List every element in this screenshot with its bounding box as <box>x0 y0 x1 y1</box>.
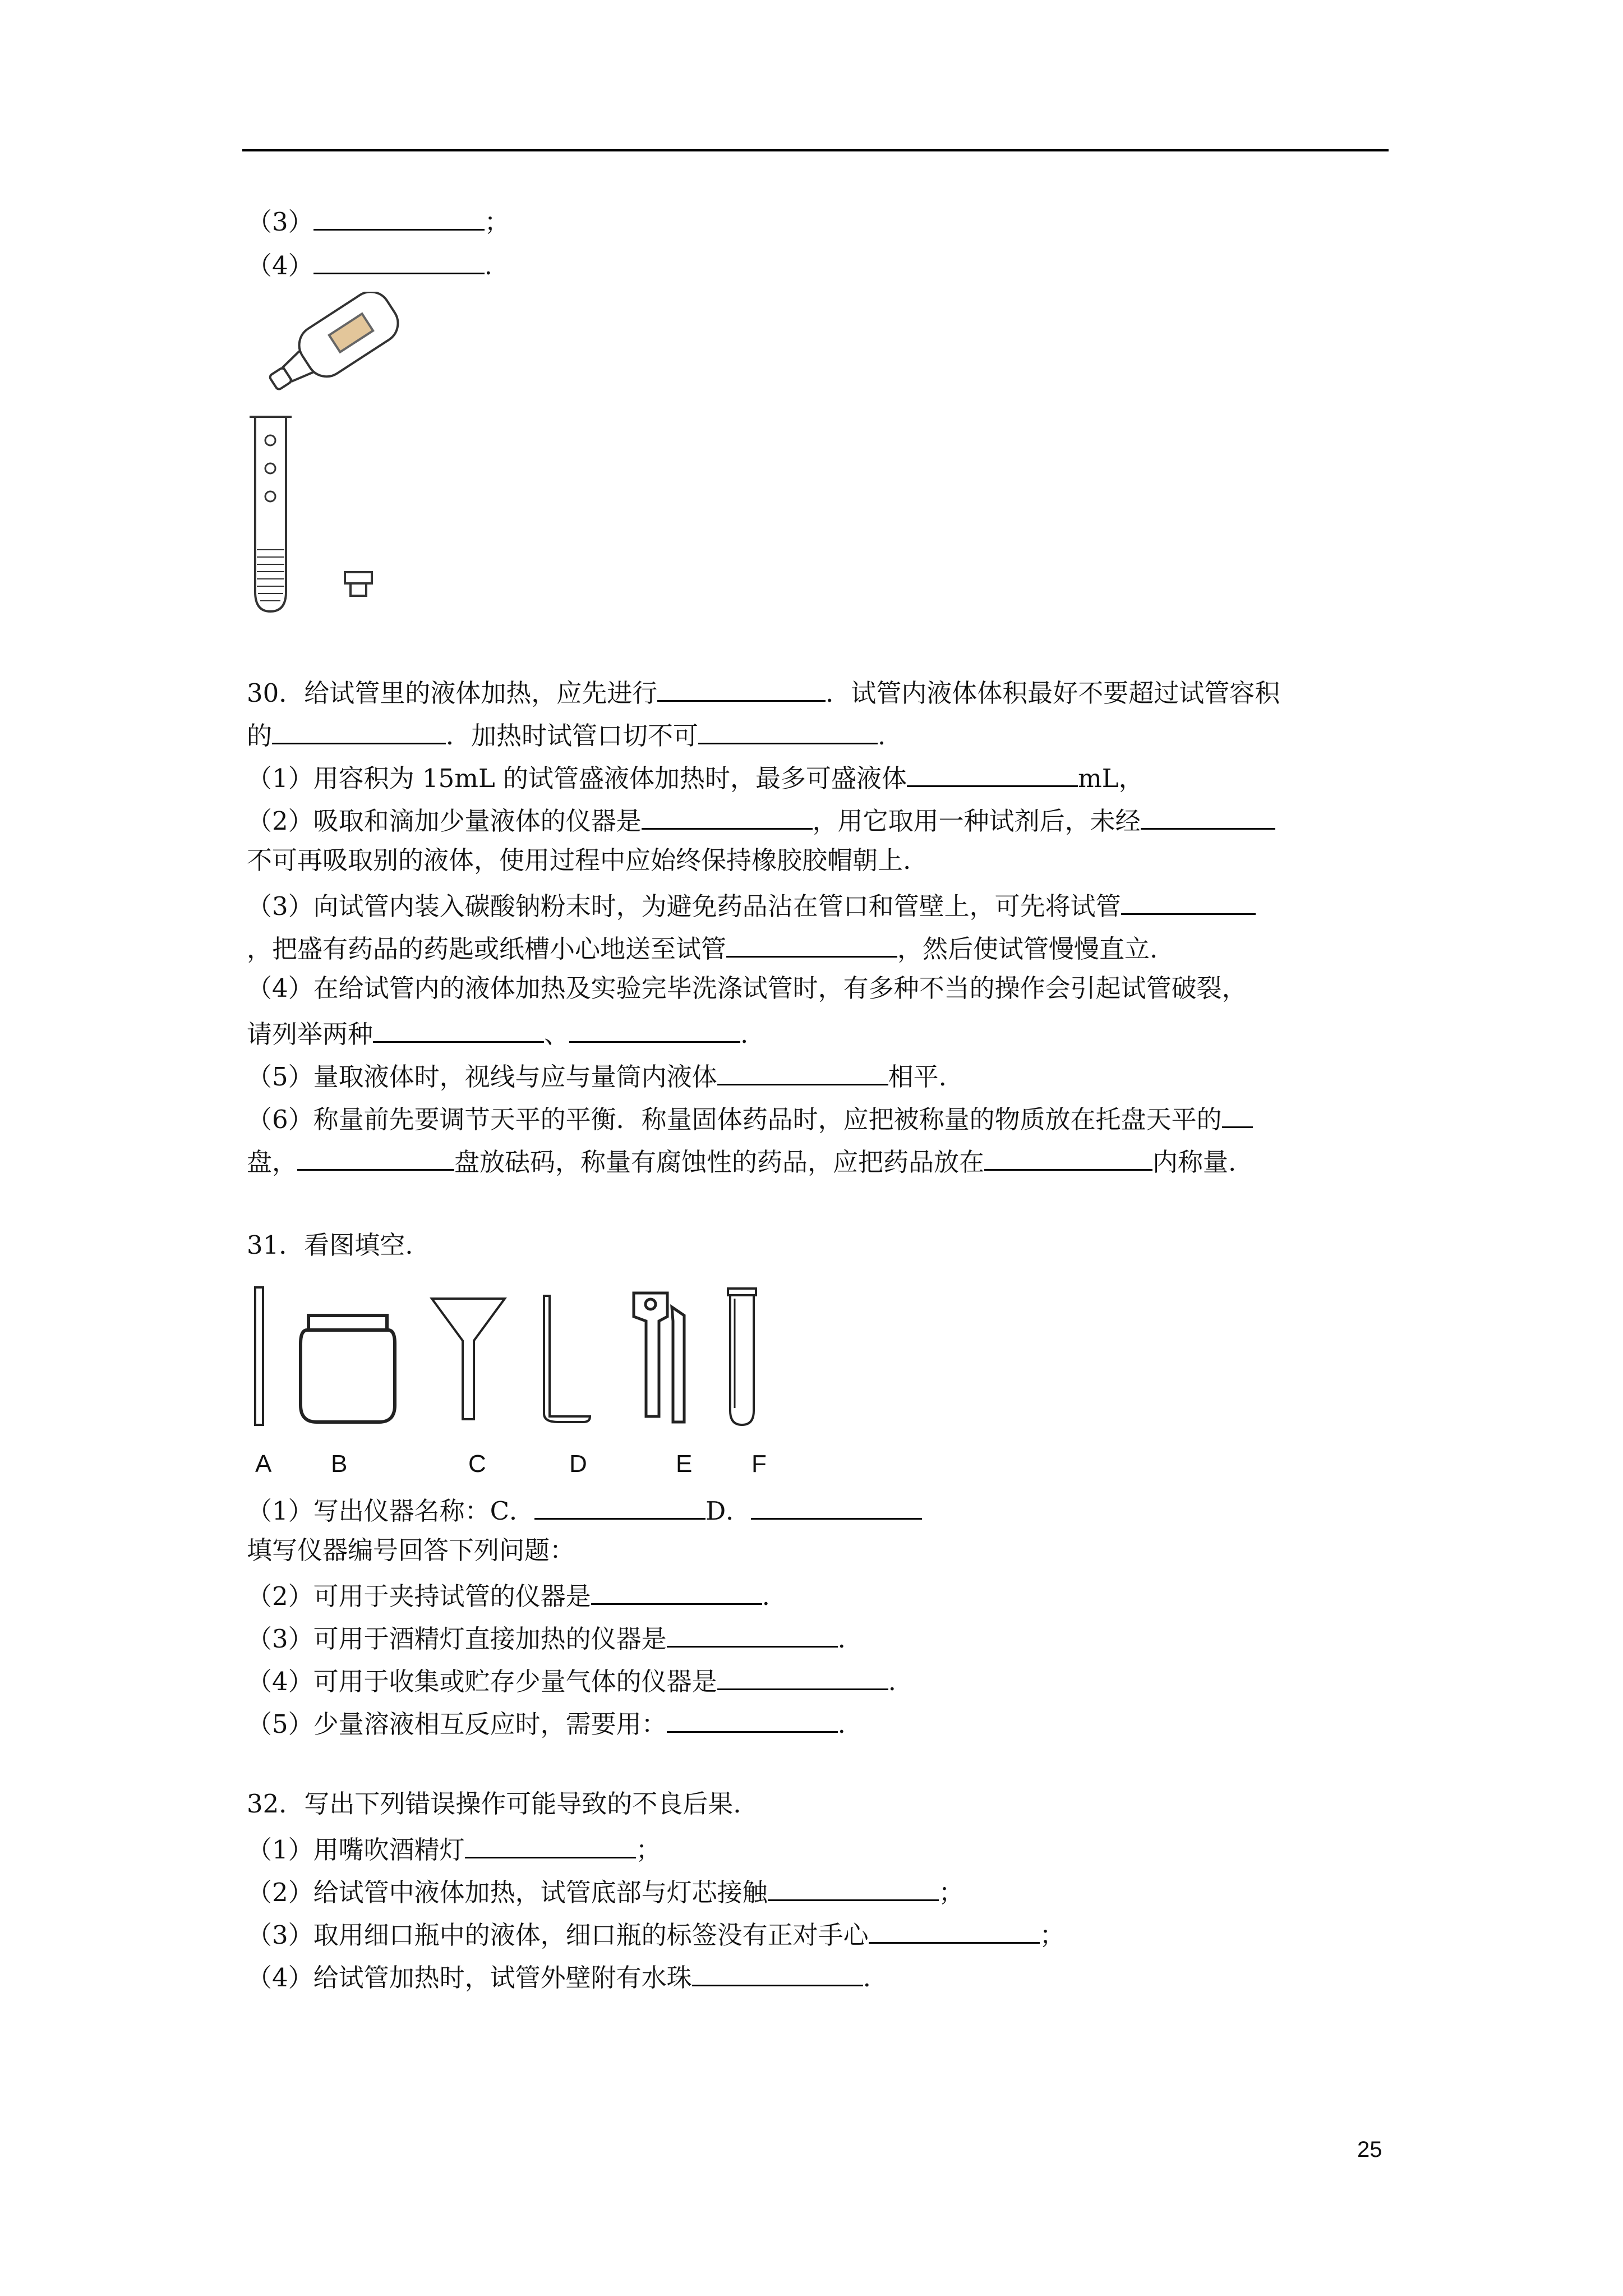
answer-blank[interactable] <box>591 1576 762 1605</box>
answer-blank[interactable] <box>1141 801 1275 830</box>
q30-sub-2: （2）吸取和滴加少量液体的仪器是 ，用它取用一种试剂后，未经 <box>247 801 1275 838</box>
header-rule <box>242 149 1389 151</box>
reagent-bottle-figure <box>255 292 412 393</box>
answer-blank[interactable] <box>465 1830 636 1858</box>
answer-blank[interactable] <box>692 1958 863 1986</box>
test-tube-figure <box>247 412 404 620</box>
q31-sub-2: （2）可用于夹持试管的仪器是 . <box>247 1576 770 1613</box>
instrument-label-d: D <box>569 1450 587 1478</box>
q32-title: 32．写出下列错误操作可能导致的不良后果. <box>247 1789 741 1819</box>
answer-blank[interactable] <box>751 1491 922 1520</box>
q29-item-3: （3） ； <box>247 202 510 239</box>
answer-blank[interactable] <box>1121 886 1256 915</box>
q30-sub-6: （6）称量前先要调节天平的平衡．称量固体药品时，应把被称量的物质放在托盘天平的 <box>247 1099 1253 1137</box>
page-number: 25 <box>1357 2137 1382 2162</box>
q30-sub-4: （4）在给试管内的液体加热及实验完毕洗涤试管时，有多种不当的操作会引起试管破裂， <box>247 973 1247 1003</box>
answer-blank[interactable] <box>717 1662 888 1690</box>
instrument-label-a: A <box>255 1450 272 1478</box>
answer-blank[interactable] <box>297 1142 454 1171</box>
answer-blank[interactable] <box>569 1014 740 1043</box>
answer-blank[interactable] <box>373 1014 544 1043</box>
q31-sub-3: （3）可用于酒精灯直接加热的仪器是 . <box>247 1619 846 1656</box>
q32-sub-2: （2）给试管中液体加热，试管底部与灯芯接触 ； <box>247 1872 964 1910</box>
q32-sub-1: （1）用嘴吹酒精灯 ； <box>247 1830 661 1867</box>
glass-rod-icon <box>255 1287 263 1425</box>
answer-blank[interactable] <box>313 202 485 231</box>
answer-blank[interactable] <box>1222 1099 1253 1128</box>
q31-sub-1: （1）写出仪器名称：C． D． <box>247 1491 922 1528</box>
answer-blank[interactable] <box>869 1915 1040 1944</box>
q30-sub-5: （5）量取液体时，视线与应与量筒内液体 相平. <box>247 1057 947 1094</box>
answer-blank[interactable] <box>667 1619 838 1648</box>
q31-title: 31．看图填空. <box>247 1230 413 1260</box>
answer-blank[interactable] <box>272 716 446 744</box>
q30-line-2: 的 ．加热时试管口切不可 . <box>247 716 886 753</box>
answer-blank[interactable] <box>657 673 826 702</box>
q29-item-4: （4） . <box>247 246 492 283</box>
test-tube-holder-icon <box>634 1293 684 1422</box>
answer-blank[interactable] <box>717 1057 888 1085</box>
q30-sub-1: （1）用容积为 15mL 的试管盛液体加热时，最多可盛液体 mL， <box>247 758 1144 795</box>
q31-sub-4: （4）可用于收集或贮存少量气体的仪器是 . <box>247 1662 896 1699</box>
instrument-label-e: E <box>676 1450 693 1478</box>
instrument-label-c: C <box>468 1450 486 1478</box>
answer-blank[interactable] <box>984 1142 1152 1171</box>
q31-instructions: 填写仪器编号回答下列问题： <box>247 1535 575 1565</box>
instrument-label-f: F <box>751 1450 767 1478</box>
answer-blank[interactable] <box>642 801 813 830</box>
q30-sub-4-cont: 请列举两种 、 . <box>247 1014 748 1051</box>
gas-jar-icon <box>301 1315 395 1422</box>
q30-sub-3-cont: ，把盛有药品的药匙或纸槽小心地送至试管 ，然后使试管慢慢直立. <box>247 929 1158 966</box>
answer-blank[interactable] <box>698 716 878 744</box>
answer-blank[interactable] <box>667 1704 838 1733</box>
q30-sub-2-cont: 不可再吸取别的液体，使用过程中应始终保持橡胶胶帽朝上. <box>247 845 911 875</box>
q32-sub-4: （4）给试管加热时，试管外壁附有水珠 . <box>247 1958 871 1995</box>
answer-blank[interactable] <box>313 246 485 274</box>
q32-sub-3: （3）取用细口瓶中的液体，细口瓶的标签没有正对手心 ； <box>247 1915 1065 1952</box>
answer-blank[interactable] <box>534 1491 706 1520</box>
q31-sub-5: （5）少量溶液相互反应时，需要用： . <box>247 1704 846 1741</box>
answer-blank[interactable] <box>726 929 897 958</box>
q30-line-1: 30．给试管里的液体加热，应先进行 ．试管内液体体积最好不要超过试管容积 <box>247 673 1280 710</box>
test-tube-icon <box>728 1289 756 1425</box>
answer-blank[interactable] <box>768 1872 939 1901</box>
answer-blank[interactable] <box>907 758 1078 787</box>
funnel-icon <box>432 1299 505 1419</box>
lab-instruments-figure <box>247 1282 785 1439</box>
instrument-label-b: B <box>331 1450 348 1478</box>
q30-sub-3: （3）向试管内装入碳酸钠粉末时，为避免药品沾在管口和管壁上，可先将试管 <box>247 886 1256 923</box>
q30-sub-6-cont: 盘， 盘放砝码，称量有腐蚀性的药品，应把药品放在 内称量. <box>247 1142 1236 1179</box>
medicine-spoon-icon <box>544 1296 590 1422</box>
